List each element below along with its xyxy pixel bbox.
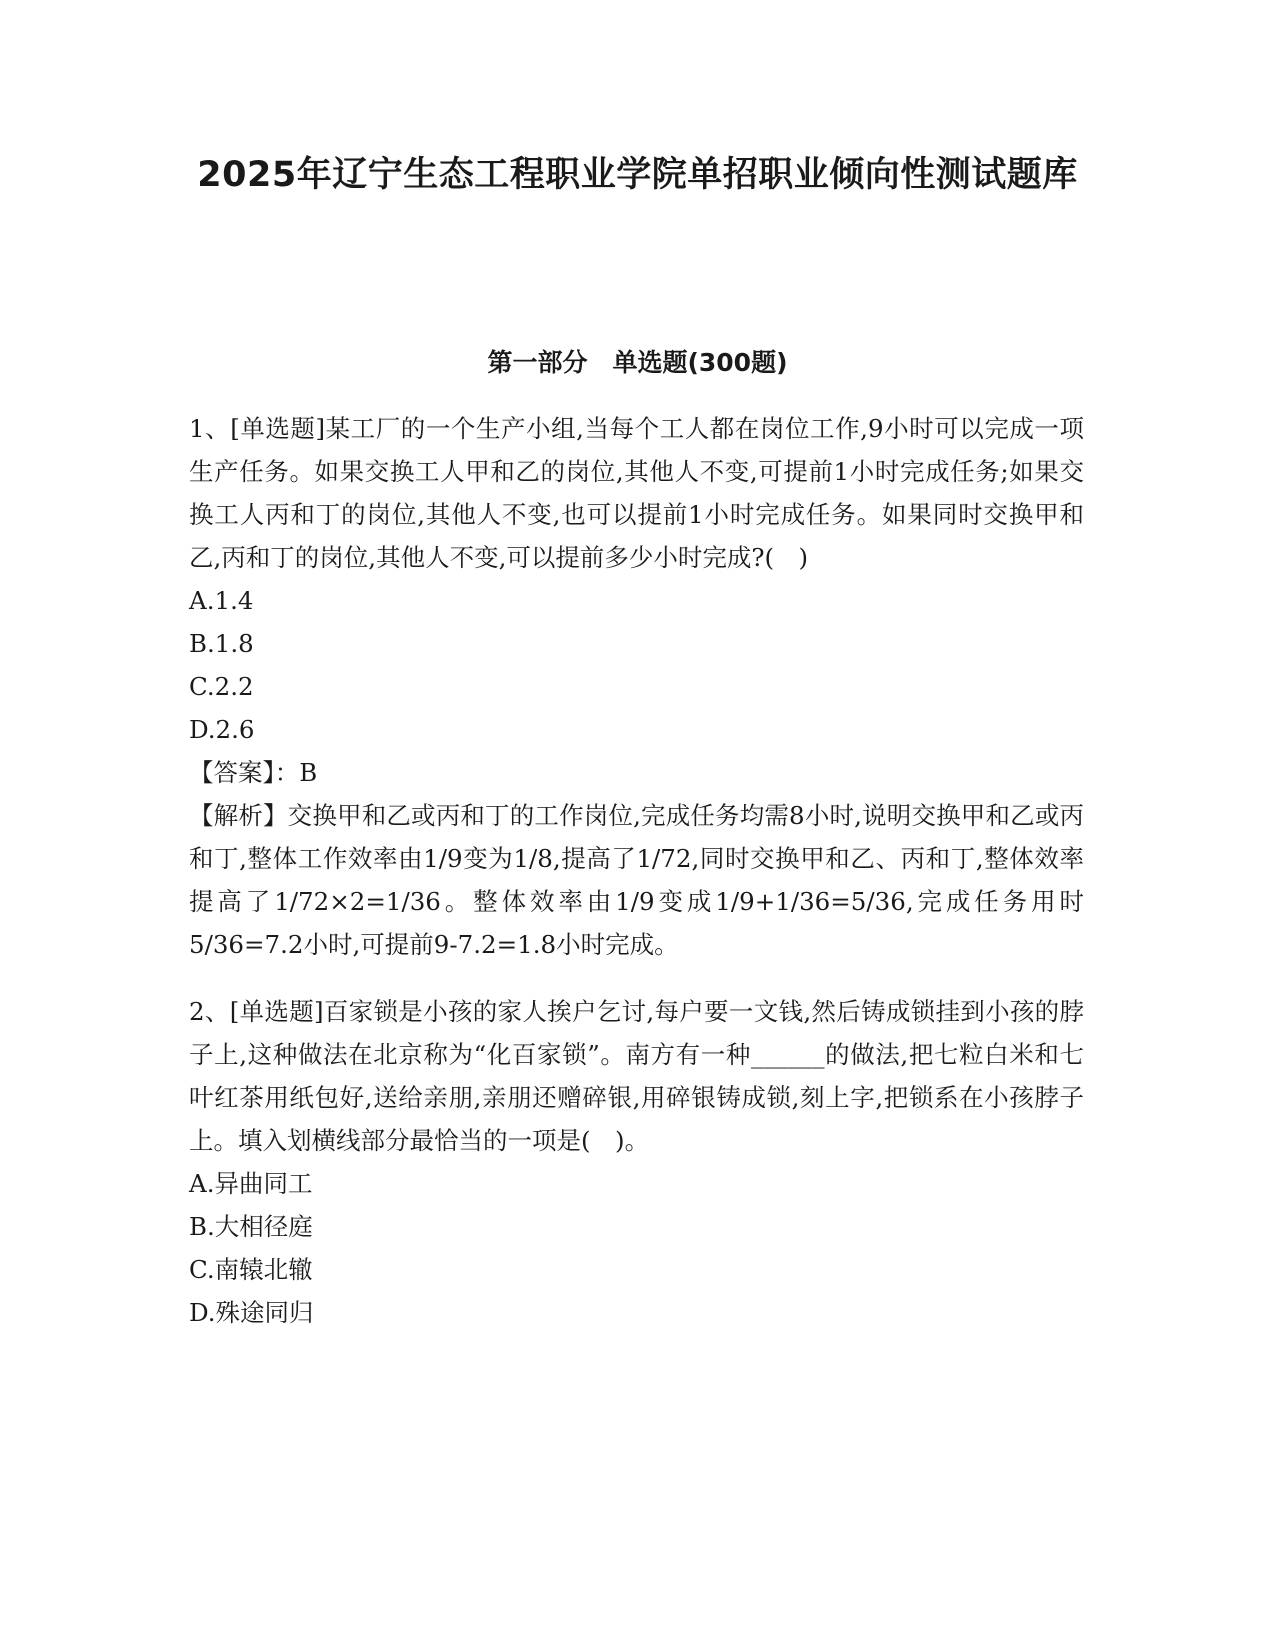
option-b: B.1.8 — [189, 629, 254, 658]
question-list — [189, 407, 1084, 1334]
question-stem: 1、[单选题]某工厂的一个生产小组,当每个工人都在岗位工作,9小时可以完成一项生产任务。如果交换工人甲和乙的岗位,其他人不变,可提前1小时完成任务;如果交换工人丙和丁的岗位,其他人不变,也可以提前1小时完成任务。如果同时交换甲和乙,丙和丁的岗位,其他人不变,可以提前多少小时完成?( ) — [189, 414, 1084, 572]
option-c: C.2.2 — [189, 672, 254, 701]
option-b: B.大相径庭 — [189, 1212, 313, 1241]
option-c: C.南辕北辙 — [189, 1255, 313, 1284]
question-1 — [189, 407, 1084, 966]
option-a: A.1.4 — [189, 586, 254, 615]
section-title: 第一部分 单选题(300题) — [487, 348, 788, 377]
analysis-paragraph: 【解析】交换甲和乙或丙和丁的工作岗位,完成任务均需8小时,说明交换甲和乙或丙和丁,整体工作效率由1/9变为1/8,提高了1/72,同时交换甲和乙、丙和丁,整体效率提高了1/72×2=1/36。整体效率由1/9变成1/9+1/36=5/36,完成任务用时5/36=7.2小时,可提前9-7.2=1.8小时完成。 — [189, 801, 1084, 959]
answer-line: 【答案】：B — [189, 758, 318, 787]
question-2 — [189, 990, 1084, 1334]
question-spacer — [189, 966, 1084, 990]
question-stem: 2、[单选题]百家锁是小孩的家人挨户乞讨,每户要一文钱,然后铸成锁挂到小孩的脖子上,这种做法在北京称为“化百家锁”。南方有一种______的做法,把七粒白米和七叶红茶用纸包好,送给亲朋,亲朋还赠碎银,用碎银铸成锁,刻上字,把锁系在小孩脖子上。填入划横线部分最恰当的一项是( )。 — [189, 997, 1084, 1155]
document-title: 2025年辽宁生态工程职业学院单招职业倾向性测试题库 — [197, 155, 1078, 195]
option-a: A.异曲同工 — [189, 1169, 313, 1198]
option-d: D.殊途同归 — [189, 1298, 314, 1327]
option-d: D.2.6 — [189, 715, 255, 744]
